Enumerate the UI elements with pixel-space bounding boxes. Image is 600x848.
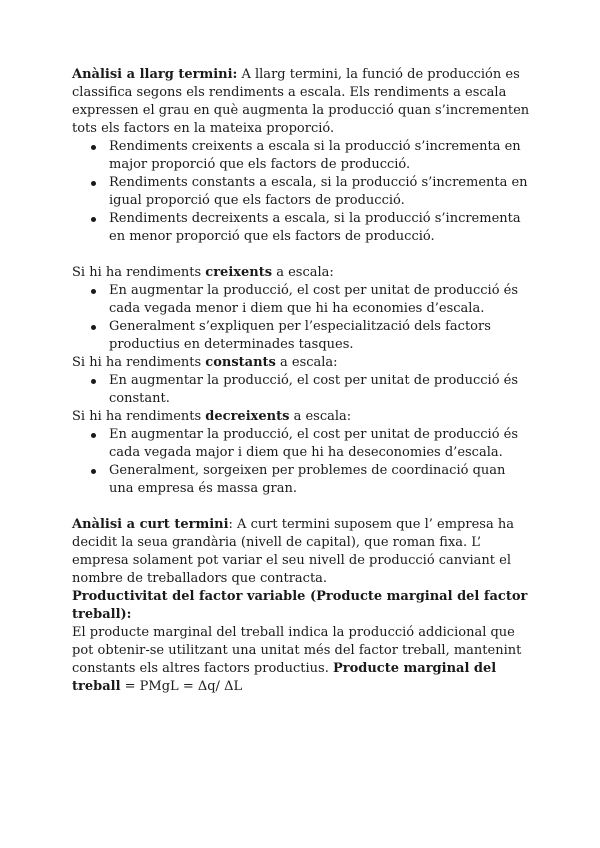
list-item: Rendiments creixents a escala si la producció s’incrementa en major proporció que els factors de producció.: [72, 138, 532, 174]
short-term-text: : A curt termini suposem que l’ empresa ha decidit la seua grandària (nivell de capital), que roman fixa. L’ empresa solament pot variar el seu nivell de producció canviant el nombre de treballadors que contracta.: [72, 517, 514, 586]
decreasing-returns-list: [72, 426, 532, 498]
list-item: Rendiments constants a escala, si la producció s’incrementa en igual proporció que els factors de producció.: [72, 174, 532, 210]
intro-suffix: a escala:: [272, 265, 334, 280]
long-term-text: A llarg termini, la funció de producción es classifica segons els rendiments a escala. Els rendiments a escala expressen el grau en què augmenta la producció quan s’incrementen tots els factors en la mateixa proporció.: [72, 67, 530, 136]
intro-suffix: a escala:: [289, 409, 352, 424]
intro-prefix: Si hi ha rendiments: [72, 265, 206, 280]
short-term-heading: Anàlisi a curt termini: [72, 517, 229, 532]
constant-keyword: constants: [205, 355, 276, 370]
increasing-returns-intro: [72, 264, 532, 282]
productivity-heading-line: [72, 588, 532, 624]
long-term-heading: Anàlisi a llarg termini:: [72, 67, 238, 82]
constant-returns-intro: [72, 354, 532, 372]
spacer: [72, 498, 532, 516]
constant-returns-list: [72, 372, 532, 408]
list-item: Generalment, sorgeixen per problemes de coordinació quan una empresa és massa gran.: [72, 462, 532, 498]
returns-to-scale-list: [72, 138, 532, 246]
formula: = PMgL = Δq/ ΔL: [120, 679, 243, 694]
long-term-paragraph: [72, 66, 532, 138]
decreasing-keyword: decreixents: [205, 409, 290, 424]
spacer: [72, 246, 532, 264]
list-item: En augmentar la producció, el cost per unitat de producció és cada vegada menor i diem que hi ha economies d’escala.: [72, 282, 532, 318]
short-term-paragraph: [72, 516, 532, 588]
decreasing-returns-intro: [72, 408, 532, 426]
increasing-keyword: creixents: [205, 265, 273, 280]
intro-prefix: Si hi ha rendiments: [72, 355, 206, 370]
list-item: Rendiments decreixents a escala, si la producció s’incrementa en menor proporció que els factors de producció.: [72, 210, 532, 246]
formula-label: Producte marginal del treball: [72, 661, 497, 694]
productivity-text: El producte marginal del treball indica la producció addicional que pot obtenir-se utilitzant una unitat més del factor treball, mantenint constants els altres factors productius.: [72, 625, 522, 676]
list-item: Generalment s’expliquen per l’especialització dels factors productius en determinades tasques.: [72, 318, 532, 354]
intro-prefix: Si hi ha rendiments: [72, 409, 206, 424]
document-page: [72, 66, 532, 696]
list-item: En augmentar la producció, el cost per unitat de producció és constant.: [72, 372, 532, 408]
productivity-heading: Productivitat del factor variable (Producte marginal del factor treball):: [72, 589, 528, 622]
list-item: En augmentar la producció, el cost per unitat de producció és cada vegada major i diem que hi ha deseconomies d’escala.: [72, 426, 532, 462]
intro-suffix: a escala:: [275, 355, 338, 370]
increasing-returns-list: [72, 282, 532, 354]
productivity-paragraph: [72, 624, 532, 696]
